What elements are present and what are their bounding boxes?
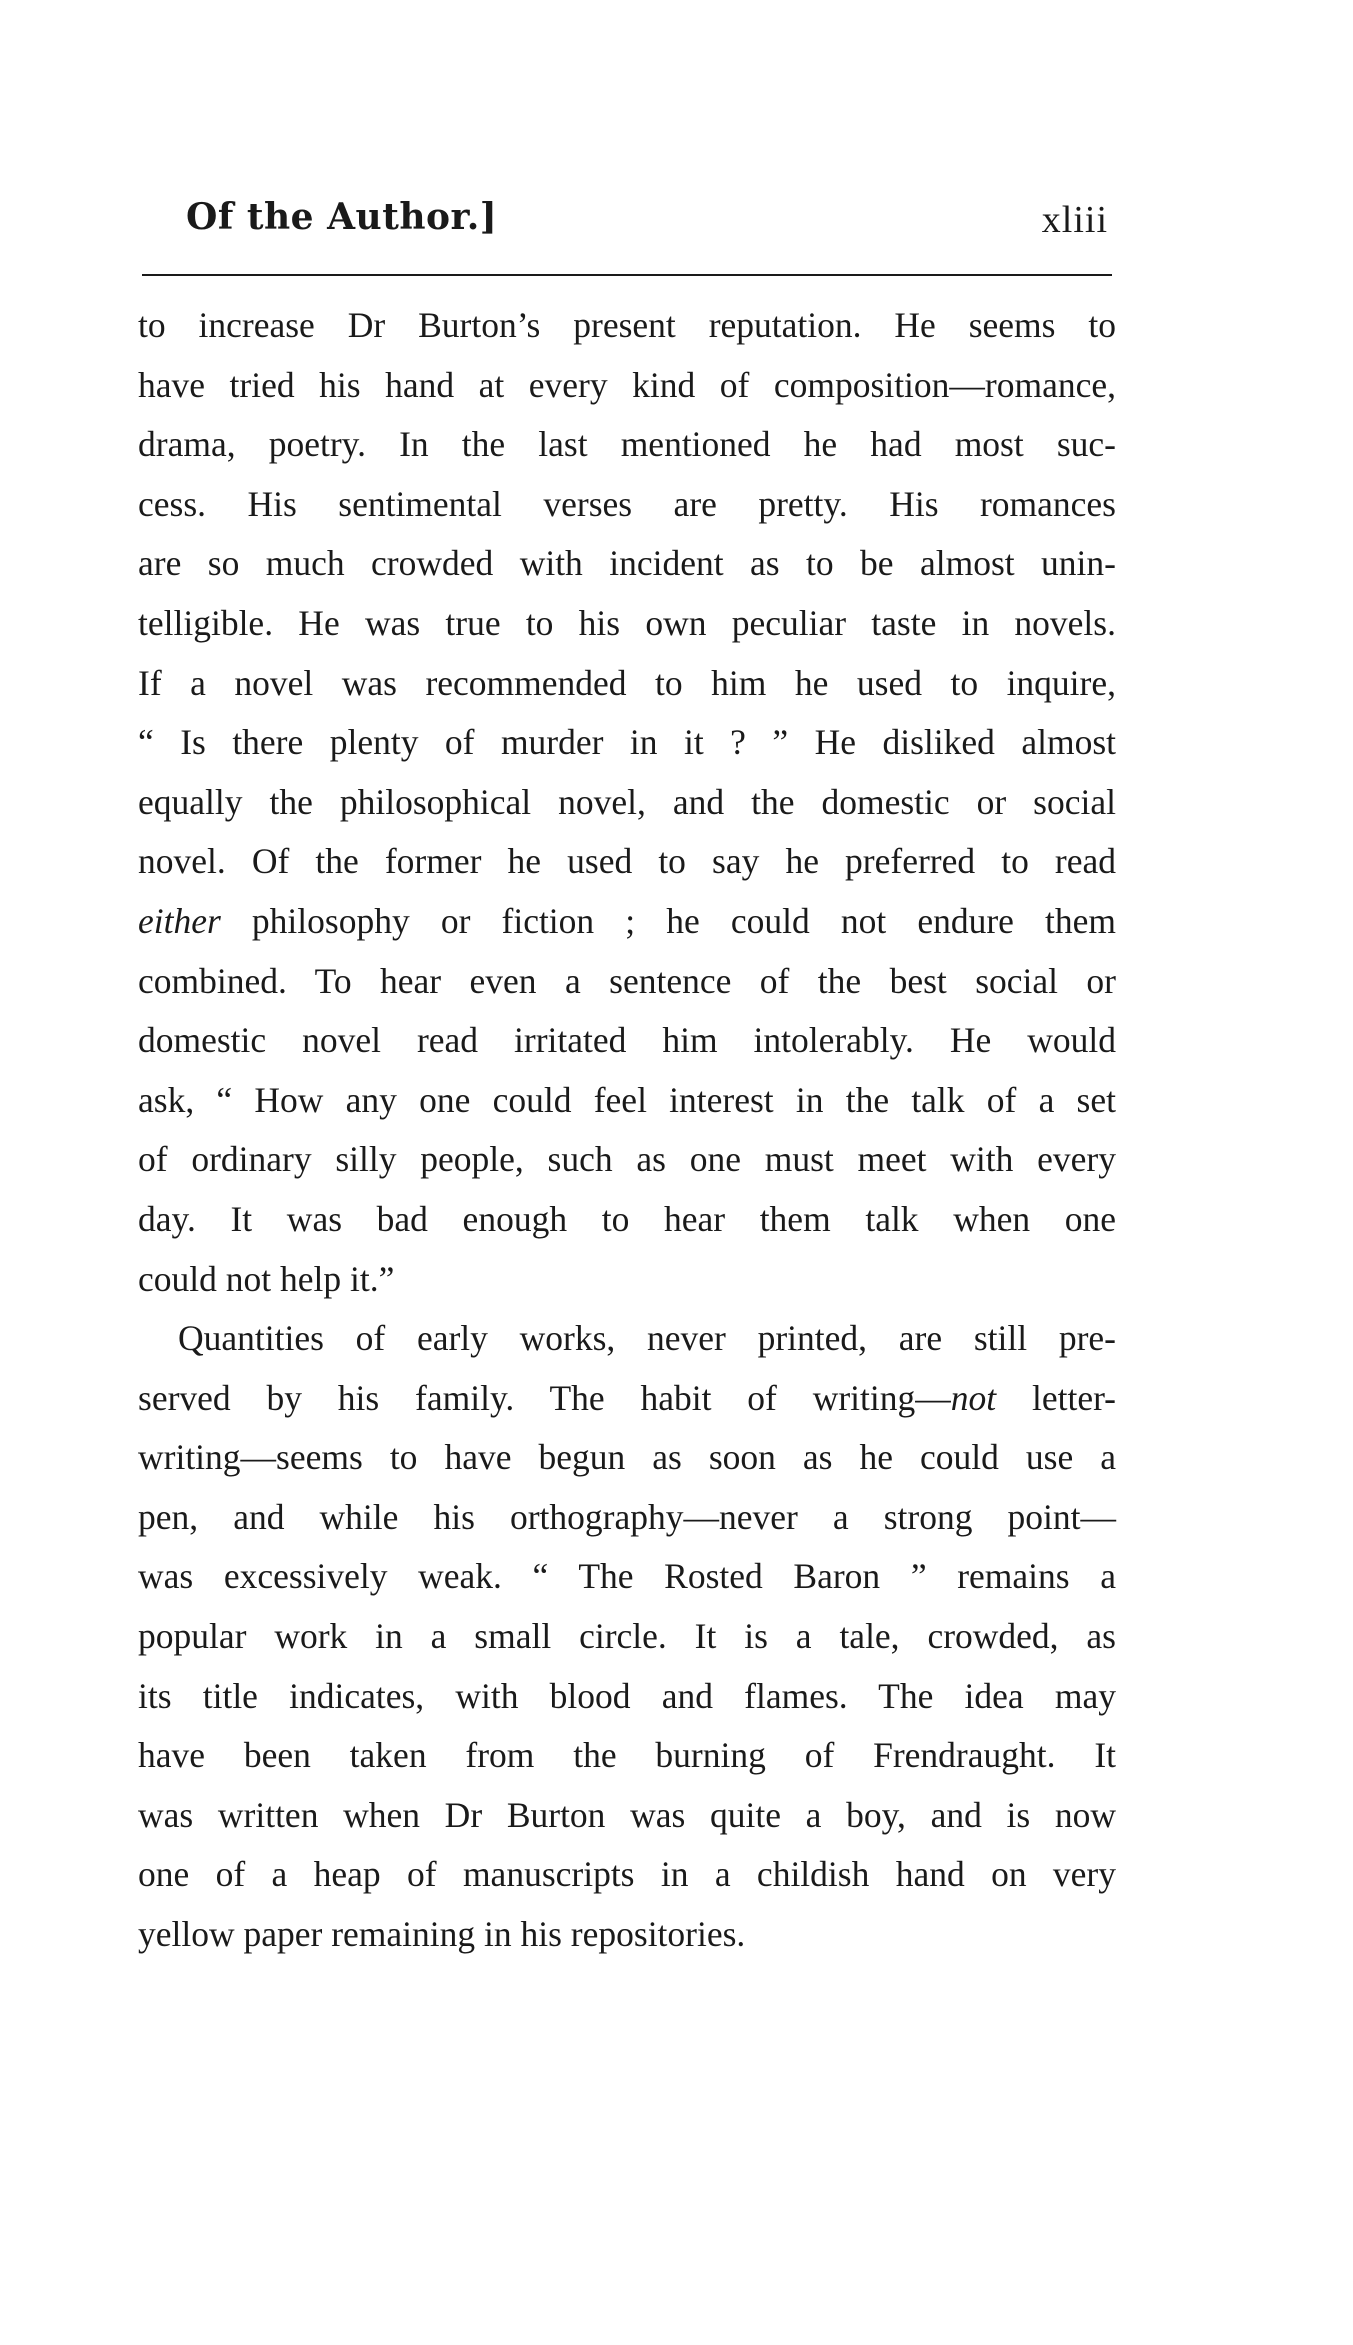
text-line: [138, 1190, 1116, 1250]
text-segment: have tried his hand at every kind of composition—romance,: [138, 364, 1116, 405]
text-segment: was excessively weak. “ The Rosted Baron ” remains a: [138, 1556, 1116, 1597]
text-segment: philosophy or fiction ; he could not endure them: [220, 900, 1116, 941]
text-line: [138, 594, 1116, 654]
page-header: [138, 196, 1116, 256]
text-segment: yellow paper remaining in his repositories.: [138, 1914, 746, 1955]
paragraph: [138, 296, 1116, 1309]
text-line: [138, 1786, 1116, 1846]
text-line: [138, 713, 1116, 773]
text-segment: popular work in a small circle. It is a tale, crowded, as: [138, 1616, 1116, 1657]
text-segment: novel. Of the former he used to say he preferred to read: [138, 841, 1116, 882]
running-title: Of the Author.]: [186, 196, 498, 238]
text-segment: ask, “ How any one could feel interest in the talk of a set: [138, 1079, 1116, 1120]
text-line: [138, 475, 1116, 535]
text-line: [138, 1905, 1116, 1965]
body-text: [138, 296, 1116, 1965]
text-segment: drama, poetry. In the last mentioned he had most suc-: [138, 424, 1116, 465]
text-line: [138, 1369, 1116, 1429]
text-line: [138, 654, 1116, 714]
text-segment: cess. His sentimental verses are pretty. His romances: [138, 483, 1116, 524]
header-rule: [142, 274, 1112, 276]
text-line: [138, 952, 1116, 1012]
book-page: [138, 0, 1116, 2345]
text-line: [138, 1250, 1116, 1310]
text-segment: its title indicates, with blood and flames. The idea may: [138, 1675, 1116, 1716]
text-line: [138, 1011, 1116, 1071]
text-line: [138, 1071, 1116, 1131]
text-segment: one of a heap of manuscripts in a childish hand on very: [138, 1854, 1116, 1895]
text-line: [138, 296, 1116, 356]
text-segment: If a novel was recommended to him he used to inquire,: [138, 662, 1116, 703]
text-line: [138, 1309, 1116, 1369]
text-line: [138, 1607, 1116, 1667]
text-segment: Quantities of early works, never printed, are still pre-: [178, 1318, 1116, 1359]
text-segment: “ Is there plenty of murder in it ? ” He disliked almost: [138, 722, 1116, 763]
text-segment: are so much crowded with incident as to be almost unin-: [138, 543, 1116, 584]
paragraph: [138, 1309, 1116, 1965]
text-line: [138, 534, 1116, 594]
text-line: [138, 1547, 1116, 1607]
text-line: [138, 1488, 1116, 1548]
text-segment: of ordinary silly people, such as one must meet with every: [138, 1139, 1116, 1180]
text-line: [138, 1726, 1116, 1786]
text-segment: served by his family. The habit of writing—: [138, 1377, 951, 1418]
text-line: [138, 1428, 1116, 1488]
italic-emphasis: either: [138, 900, 221, 941]
text-line: [138, 1845, 1116, 1905]
text-segment: telligible. He was true to his own peculiar taste in novels.: [138, 602, 1116, 643]
text-line: [138, 1130, 1116, 1190]
text-line: [138, 832, 1116, 892]
text-line: [138, 415, 1116, 475]
text-segment: combined. To hear even a sentence of the best social or: [138, 960, 1116, 1001]
text-segment: pen, and while his orthography—never a strong point—: [138, 1496, 1116, 1537]
text-line: [138, 356, 1116, 416]
text-segment: could not help it.”: [138, 1258, 395, 1299]
text-line: [138, 892, 1116, 952]
italic-emphasis: not: [950, 1377, 997, 1418]
text-segment: to increase Dr Burton’s present reputation. He seems to: [138, 305, 1116, 345]
text-line: [138, 773, 1116, 833]
text-segment: was written when Dr Burton was quite a boy, and is now: [138, 1794, 1116, 1835]
text-segment: domestic novel read irritated him intolerably. He would: [138, 1020, 1116, 1061]
text-segment: have been taken from the burning of Frendraught. It: [138, 1735, 1116, 1776]
text-segment: writing—seems to have begun as soon as he could use a: [138, 1437, 1116, 1478]
text-segment: equally the philosophical novel, and the domestic or social: [138, 781, 1116, 822]
text-segment: letter-: [996, 1377, 1117, 1418]
text-line: [138, 1667, 1116, 1727]
text-segment: day. It was bad enough to hear them talk when one: [138, 1198, 1116, 1239]
page-number: xliii: [1041, 199, 1108, 241]
